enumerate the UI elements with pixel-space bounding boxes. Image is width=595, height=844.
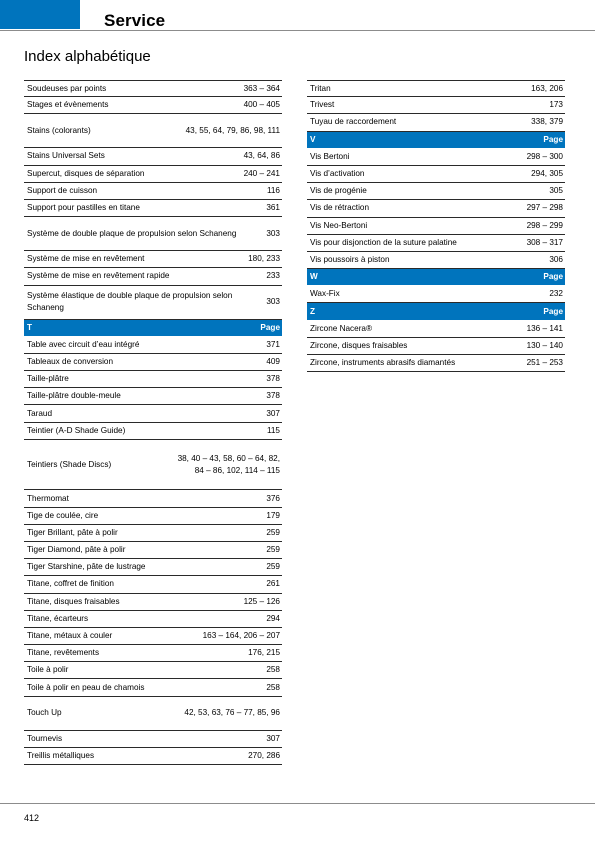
index-pages: 251 – 253 <box>526 358 563 368</box>
index-pages: 259 <box>266 527 280 537</box>
index-entry <box>24 679 282 696</box>
index-term: Supercut, disques de séparation <box>27 168 145 178</box>
index-pages: 125 – 126 <box>243 596 280 606</box>
index-entry <box>24 200 282 217</box>
index-column-left <box>24 80 282 765</box>
index-entry <box>24 490 282 507</box>
index-entry <box>307 286 565 303</box>
index-entry <box>24 148 282 165</box>
index-pages: 308 – 317 <box>526 237 563 247</box>
index-pages: 298 – 300 <box>526 151 563 161</box>
index-pages: 259 <box>266 562 280 572</box>
page-column-label: Page <box>543 272 563 282</box>
index-term: Tige de coulée, cire <box>27 510 99 520</box>
page-number: 412 <box>24 813 40 823</box>
index-pages: 306 <box>549 254 563 264</box>
index-term: Soudeuses par points <box>27 83 107 93</box>
index-pages: 363 – 364 <box>243 83 280 93</box>
index-letter-header <box>307 269 565 286</box>
index-term: Système élastique de double plaque de propulsion selon Schaneng <box>27 291 233 312</box>
index-entry <box>24 628 282 645</box>
index-entry <box>307 338 565 355</box>
index-entry <box>307 80 565 97</box>
index-term: Titane, coffret de finition <box>27 579 114 589</box>
index-entry <box>24 576 282 593</box>
index-term: Vis de rétraction <box>310 203 370 213</box>
index-term: Table avec circuit d’eau intégré <box>27 339 140 349</box>
index-entry <box>24 440 282 491</box>
index-term: Titane, revêtements <box>27 648 100 658</box>
index-pages: 173 <box>549 100 563 110</box>
index-entry <box>24 525 282 542</box>
index-term: Tiger Diamond, pâte à polir <box>27 545 126 555</box>
index-entry <box>307 355 565 372</box>
index-term: Tuyau de raccordement <box>310 117 397 127</box>
index-pages: 43, 55, 64, 79, 86, 98, 111 <box>185 125 280 135</box>
index-entry <box>307 166 565 183</box>
index-term: Zircone Nacera® <box>310 323 373 333</box>
index-entry <box>24 166 282 183</box>
index-pages: 297 – 298 <box>526 203 563 213</box>
index-entry <box>24 371 282 388</box>
index-pages: 303 <box>266 297 280 306</box>
index-pages: 136 – 141 <box>526 323 563 333</box>
index-term: Support pour pastilles en titane <box>27 203 140 213</box>
index-entry <box>24 80 282 97</box>
page-column-label: Page <box>260 322 280 332</box>
index-pages: 179 <box>266 510 280 520</box>
section-title: Service <box>104 11 166 30</box>
index-entry <box>307 149 565 166</box>
index-term: Tiger Starshine, pâte de lustrage <box>27 562 146 572</box>
index-letter-header <box>307 303 565 320</box>
footer-divider <box>0 803 595 804</box>
index-pages: 378 <box>266 391 280 401</box>
index-pages: 180, 233 <box>248 254 280 264</box>
index-term: Titane, écarteurs <box>27 613 89 623</box>
index-entry <box>24 114 282 148</box>
index-entry <box>24 731 282 748</box>
index-term: Taraud <box>27 408 53 418</box>
index-letter: W <box>310 272 318 282</box>
index-term: Système de double plaque de propulsion selon Schaneng <box>27 228 237 238</box>
index-entry <box>24 388 282 405</box>
index-pages: 376 <box>266 493 280 503</box>
index-term: Titane, disques fraisables <box>27 596 120 606</box>
index-term: Vis pour disjonction de la suture palatine <box>310 237 457 247</box>
index-pages: 371 <box>266 339 280 349</box>
index-entry <box>307 200 565 217</box>
index-entry <box>24 542 282 559</box>
index-term: Tableaux de conversion <box>27 356 114 366</box>
index-pages: 240 – 241 <box>243 168 280 178</box>
index-entry <box>24 97 282 114</box>
index-pages: 270, 286 <box>248 750 280 760</box>
index-entry <box>24 354 282 371</box>
index-entry <box>24 508 282 525</box>
index-pages: 409 <box>266 356 280 366</box>
index-term: Vis de progénie <box>310 186 367 196</box>
index-pages: 307 <box>266 408 280 418</box>
index-entry <box>24 337 282 354</box>
index-entry <box>307 252 565 269</box>
index-term: Stages et évènements <box>27 100 109 110</box>
index-letter-header <box>24 320 282 337</box>
index-term: Zircone, disques fraisables <box>310 340 408 350</box>
index-pages: 378 <box>266 374 280 384</box>
index-pages: 307 <box>266 733 280 743</box>
index-term: Toile à polir en peau de chamois <box>27 682 145 692</box>
index-pages: 294, 305 <box>531 169 563 179</box>
index-pages: 232 <box>549 289 563 299</box>
index-term: Support de cuisson <box>27 185 98 195</box>
index-entry <box>307 183 565 200</box>
index-pages: 116 <box>266 185 280 195</box>
index-term: Stains (colorants) <box>27 125 91 135</box>
index-pages: 400 – 405 <box>243 100 280 110</box>
index-term: Système de mise en revêtement <box>27 254 145 264</box>
index-term: Treillis métalliques <box>27 750 95 760</box>
header-divider <box>0 30 595 31</box>
index-pages: 115 <box>266 425 280 435</box>
index-letter: V <box>310 134 316 144</box>
index-entry <box>24 748 282 765</box>
index-pages: 42, 53, 63, 76 – 77, 85, 96 <box>184 708 280 718</box>
index-letter: T <box>27 322 33 332</box>
index-pages: 163 – 164, 206 – 207 <box>202 631 280 640</box>
page-column-label: Page <box>543 134 563 144</box>
index-pages: 298 – 299 <box>526 220 563 230</box>
index-term: Touch Up <box>27 708 62 718</box>
index-pages: 261 <box>266 579 280 589</box>
index-term: Taille-plâtre double-meule <box>27 391 121 401</box>
index-letter: Z <box>310 306 316 316</box>
index-term: Zircone, instruments abrasifs diamantés <box>310 358 456 368</box>
index-pages: 163, 206 <box>531 83 563 93</box>
index-entry <box>24 286 282 320</box>
index-entry <box>24 645 282 662</box>
index-entry <box>24 662 282 679</box>
index-pages: 38, 40 – 43, 58, 60 – 64, 82, 84 – 86, 102, 114 – 115 <box>177 453 280 475</box>
index-pages: 259 <box>266 545 280 555</box>
index-letter-header <box>307 132 565 149</box>
index-entry <box>307 321 565 338</box>
section-color-tab <box>0 0 80 29</box>
index-entry <box>24 611 282 628</box>
index-term: Toile à polir <box>27 665 69 675</box>
index-pages: 43, 64, 86 <box>243 151 280 161</box>
index-entry <box>307 114 565 131</box>
index-term: Taille-plâtre <box>27 374 69 384</box>
index-term: Tritan <box>310 83 331 93</box>
index-entry <box>307 97 565 114</box>
index-pages: 233 <box>266 271 280 281</box>
index-pages: 361 <box>266 203 280 213</box>
page-column-label: Page <box>543 306 563 316</box>
index-pages: 305 <box>549 186 563 196</box>
index-entry <box>307 235 565 252</box>
index-pages: 130 – 140 <box>526 340 563 350</box>
index-pages: 303 <box>266 228 280 238</box>
index-entry <box>24 423 282 440</box>
index-term: Vis poussoirs à piston <box>310 254 390 264</box>
index-entry <box>24 251 282 268</box>
index-entry <box>24 697 282 731</box>
index-pages: 338, 379 <box>531 117 563 127</box>
index-entry <box>24 183 282 200</box>
index-term: Vis d’activation <box>310 169 365 179</box>
index-entry <box>24 594 282 611</box>
index-pages: 176, 215 <box>248 648 280 658</box>
index-column-right <box>307 80 565 372</box>
index-pages: 258 <box>266 682 280 692</box>
index-pages: 258 <box>266 665 280 675</box>
index-term: Teintier (A-D Shade Guide) <box>27 425 126 435</box>
index-entry <box>24 268 282 285</box>
index-entry <box>24 405 282 422</box>
index-entry <box>24 559 282 576</box>
index-term: Tournevis <box>27 733 63 743</box>
index-term: Wax-Fix <box>310 289 340 299</box>
index-term: Stains Universal Sets <box>27 151 105 161</box>
index-term: Vis Neo-Bertoni <box>310 220 368 230</box>
index-entry <box>307 218 565 235</box>
index-term: Titane, métaux à couler <box>27 631 113 640</box>
index-term: Tiger Brillant, pâte à polir <box>27 527 118 537</box>
index-term: Thermomat <box>27 493 69 503</box>
index-term: Teintiers (Shade Discs) <box>27 459 112 469</box>
index-pages: 294 <box>266 613 280 623</box>
index-term: Système de mise en revêtement rapide <box>27 271 170 281</box>
index-term: Vis Bertoni <box>310 151 350 161</box>
index-entry <box>24 217 282 251</box>
index-term: Trivest <box>310 100 335 110</box>
page-title: Index alphabétique <box>24 48 151 65</box>
